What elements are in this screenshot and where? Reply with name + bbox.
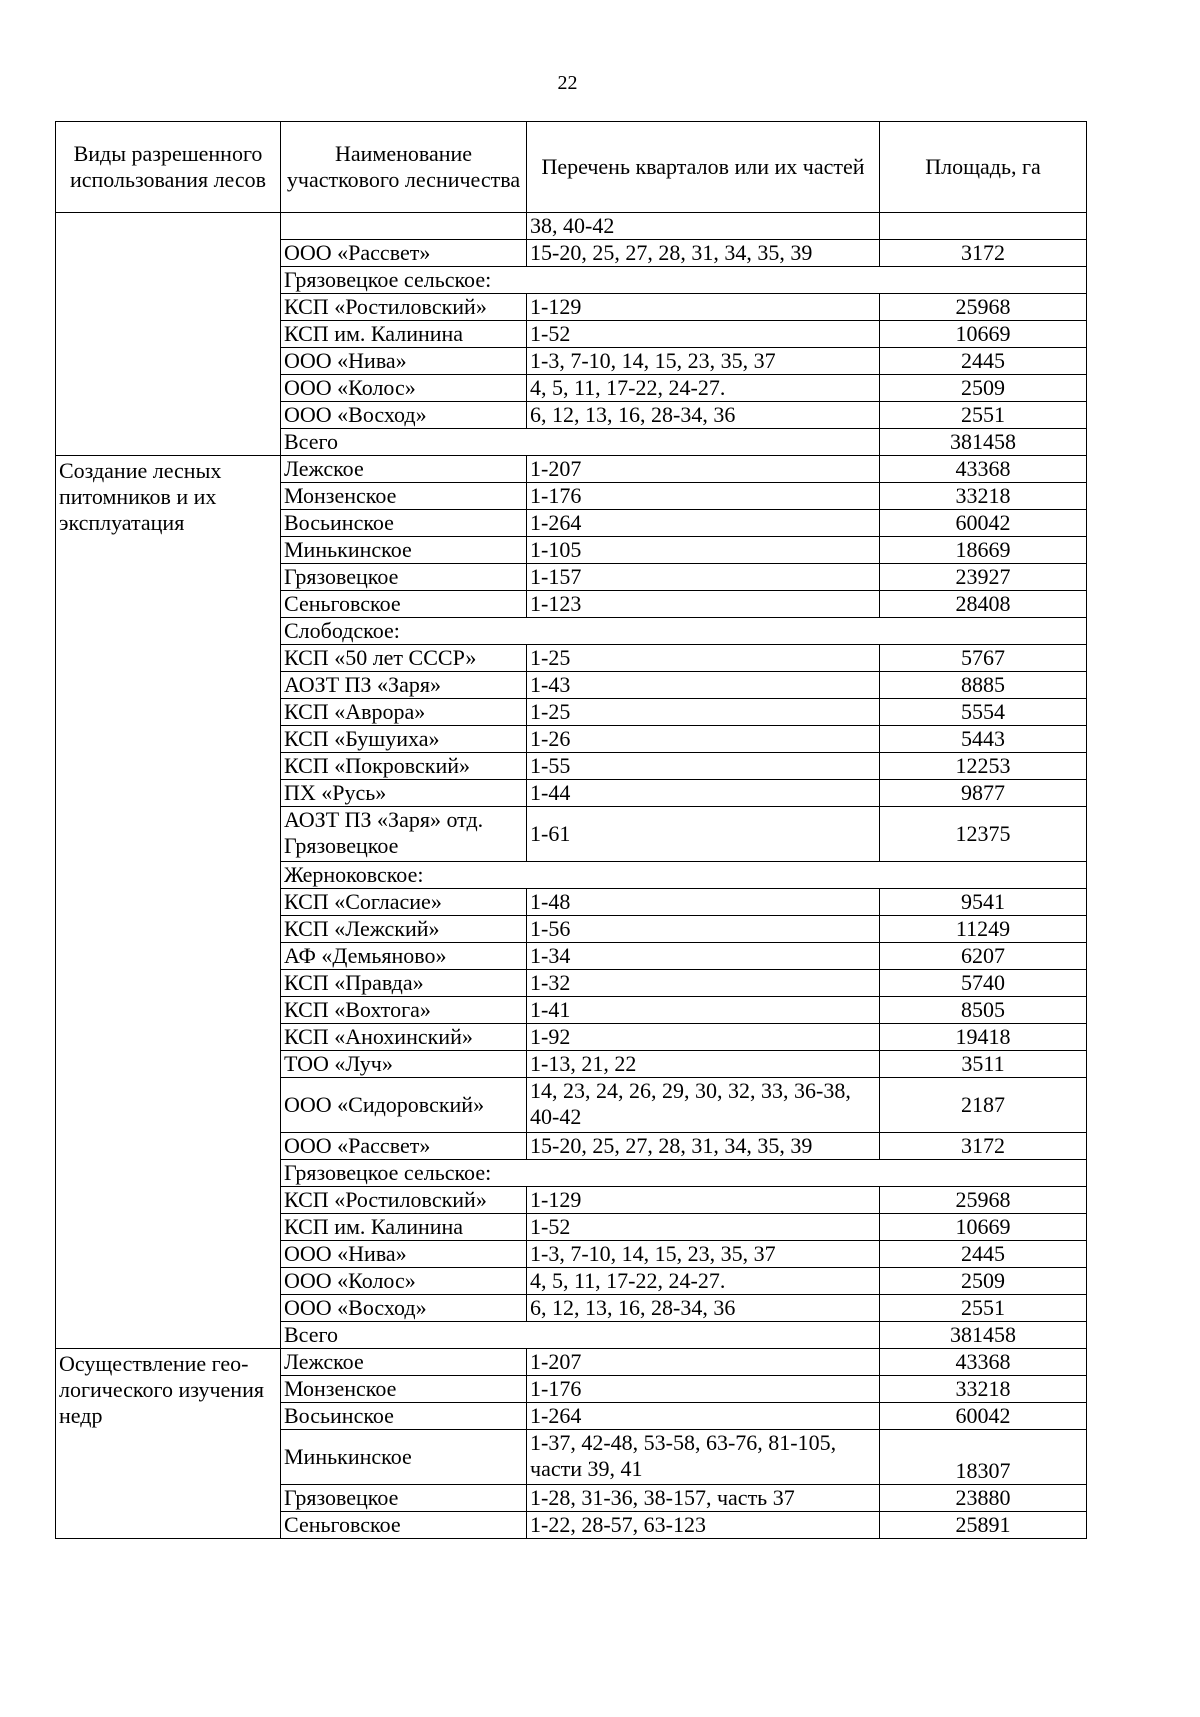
area-cell: 5767 bbox=[880, 645, 1087, 672]
group-label-cell: Грязовецкое сельское: bbox=[281, 267, 1087, 294]
quarters-cell: 1-13, 21, 22 bbox=[527, 1051, 880, 1078]
group-label-cell: Слободское: bbox=[281, 618, 1087, 645]
area-cell: 6207 bbox=[880, 943, 1087, 970]
quarters-cell: 1-25 bbox=[527, 699, 880, 726]
forestry-name-cell: Монзенское bbox=[281, 483, 527, 510]
forestry-name-cell: КСП «Аврора» bbox=[281, 699, 527, 726]
quarters-cell: 4, 5, 11, 17-22, 24-27. bbox=[527, 1268, 880, 1295]
area-cell: 18669 bbox=[880, 537, 1087, 564]
forestry-name-cell: АФ «Демьяново» bbox=[281, 943, 527, 970]
forestry-name-cell: Восьинское bbox=[281, 1403, 527, 1430]
area-cell: 5443 bbox=[880, 726, 1087, 753]
header-forestry-name: Наименование участкового лесничества bbox=[281, 122, 527, 213]
area-cell: 3172 bbox=[880, 1133, 1087, 1160]
area-cell: 10669 bbox=[880, 321, 1087, 348]
forestry-name-cell: КСП «Покровский» bbox=[281, 753, 527, 780]
area-cell: 11249 bbox=[880, 916, 1087, 943]
quarters-cell: 1-41 bbox=[527, 997, 880, 1024]
quarters-cell: 1-52 bbox=[527, 321, 880, 348]
forestry-name-cell: КСП «Анохинский» bbox=[281, 1024, 527, 1051]
area-cell: 43368 bbox=[880, 1349, 1087, 1376]
forestry-name-cell: Грязовецкое bbox=[281, 1485, 527, 1512]
area-cell: 25891 bbox=[880, 1512, 1087, 1539]
quarters-cell: 1-264 bbox=[527, 510, 880, 537]
total-area-cell: 381458 bbox=[880, 1322, 1087, 1349]
forestry-name-cell: Грязовецкое bbox=[281, 564, 527, 591]
forestry-name-cell: Минькинское bbox=[281, 1430, 527, 1485]
area-cell: 43368 bbox=[880, 456, 1087, 483]
quarters-cell: 1-207 bbox=[527, 456, 880, 483]
quarters-cell: 1-3, 7-10, 14, 15, 23, 35, 37 bbox=[527, 1241, 880, 1268]
area-cell bbox=[880, 213, 1087, 240]
quarters-cell: 1-26 bbox=[527, 726, 880, 753]
category-cell: Создание лесных питомников и их эксплуатация bbox=[56, 456, 281, 1349]
forestry-name-cell bbox=[281, 213, 527, 240]
area-cell: 19418 bbox=[880, 1024, 1087, 1051]
forestry-name-cell: КСП «50 лет СССР» bbox=[281, 645, 527, 672]
area-cell: 33218 bbox=[880, 483, 1087, 510]
quarters-cell: 1-56 bbox=[527, 916, 880, 943]
area-cell: 3511 bbox=[880, 1051, 1087, 1078]
forestry-name-cell: ООО «Колос» bbox=[281, 1268, 527, 1295]
area-cell: 25968 bbox=[880, 294, 1087, 321]
total-label-cell: Всего bbox=[281, 1322, 880, 1349]
quarters-cell: 14, 23, 24, 26, 29, 30, 32, 33, 36-38, 40-42 bbox=[527, 1078, 880, 1133]
header-area: Площадь, га bbox=[880, 122, 1087, 213]
quarters-cell: 1-37, 42-48, 53-58, 63-76, 81-105, части 39, 41 bbox=[527, 1430, 880, 1485]
quarters-cell: 1-123 bbox=[527, 591, 880, 618]
quarters-cell: 1-176 bbox=[527, 483, 880, 510]
forestry-name-cell: ООО «Восход» bbox=[281, 402, 527, 429]
area-cell: 9541 bbox=[880, 889, 1087, 916]
quarters-cell: 1-129 bbox=[527, 294, 880, 321]
forestry-name-cell: ООО «Рассвет» bbox=[281, 240, 527, 267]
area-cell: 5740 bbox=[880, 970, 1087, 997]
forestry-name-cell: ООО «Рассвет» bbox=[281, 1133, 527, 1160]
forestry-name-cell: КСП «Лежский» bbox=[281, 916, 527, 943]
quarters-cell: 1-34 bbox=[527, 943, 880, 970]
area-cell: 60042 bbox=[880, 1403, 1087, 1430]
quarters-cell: 1-48 bbox=[527, 889, 880, 916]
area-cell: 2445 bbox=[880, 348, 1087, 375]
area-cell: 5554 bbox=[880, 699, 1087, 726]
quarters-cell: 6, 12, 13, 16, 28-34, 36 bbox=[527, 1295, 880, 1322]
forestry-name-cell: АОЗТ ПЗ «Заря» bbox=[281, 672, 527, 699]
category-cell bbox=[56, 213, 281, 456]
forestry-name-cell: ПХ «Русь» bbox=[281, 780, 527, 807]
forestry-name-cell: АОЗТ ПЗ «Заря» отд. Грязовецкое bbox=[281, 807, 527, 862]
forestry-name-cell: КСП «Ростиловский» bbox=[281, 294, 527, 321]
quarters-cell: 1-52 bbox=[527, 1214, 880, 1241]
area-cell: 8885 bbox=[880, 672, 1087, 699]
quarters-cell: 4, 5, 11, 17-22, 24-27. bbox=[527, 375, 880, 402]
forestry-name-cell: КСП им. Калинина bbox=[281, 1214, 527, 1241]
forestry-name-cell: ООО «Нива» bbox=[281, 1241, 527, 1268]
forestry-name-cell: ООО «Колос» bbox=[281, 375, 527, 402]
category-cell: Осуществление гео-логического изучения недр bbox=[56, 1349, 281, 1539]
quarters-cell: 1-264 bbox=[527, 1403, 880, 1430]
area-cell: 3172 bbox=[880, 240, 1087, 267]
forestry-name-cell: ООО «Нива» bbox=[281, 348, 527, 375]
quarters-cell: 1-207 bbox=[527, 1349, 880, 1376]
quarters-cell: 1-129 bbox=[527, 1187, 880, 1214]
quarters-cell: 1-61 bbox=[527, 807, 880, 862]
area-cell: 18307 bbox=[880, 1430, 1087, 1485]
quarters-cell: 1-22, 28-57, 63-123 bbox=[527, 1512, 880, 1539]
area-cell: 28408 bbox=[880, 591, 1087, 618]
area-cell: 8505 bbox=[880, 997, 1087, 1024]
quarters-cell: 1-43 bbox=[527, 672, 880, 699]
area-cell: 2445 bbox=[880, 1241, 1087, 1268]
forestry-name-cell: КСП «Бушуиха» bbox=[281, 726, 527, 753]
area-cell: 2551 bbox=[880, 1295, 1087, 1322]
area-cell: 33218 bbox=[880, 1376, 1087, 1403]
quarters-cell: 1-55 bbox=[527, 753, 880, 780]
quarters-cell: 15-20, 25, 27, 28, 31, 34, 35, 39 bbox=[527, 1133, 880, 1160]
area-cell: 10669 bbox=[880, 1214, 1087, 1241]
quarters-cell: 15-20, 25, 27, 28, 31, 34, 35, 39 bbox=[527, 240, 880, 267]
area-cell: 12253 bbox=[880, 753, 1087, 780]
area-cell: 2187 bbox=[880, 1078, 1087, 1133]
quarters-cell: 1-92 bbox=[527, 1024, 880, 1051]
forestry-name-cell: Лежское bbox=[281, 1349, 527, 1376]
forestry-name-cell: КСП «Ростиловский» bbox=[281, 1187, 527, 1214]
forest-use-table bbox=[55, 121, 1087, 1539]
forestry-name-cell: КСП «Вохтога» bbox=[281, 997, 527, 1024]
forestry-name-cell: КСП «Согласие» bbox=[281, 889, 527, 916]
forestry-name-cell: КСП им. Калинина bbox=[281, 321, 527, 348]
quarters-cell: 1-44 bbox=[527, 780, 880, 807]
header-quarters: Перечень кварталов или их частей bbox=[527, 122, 880, 213]
quarters-cell: 1-28, 31-36, 38-157, часть 37 bbox=[527, 1485, 880, 1512]
quarters-cell: 1-3, 7-10, 14, 15, 23, 35, 37 bbox=[527, 348, 880, 375]
area-cell: 23880 bbox=[880, 1485, 1087, 1512]
group-label-cell: Грязовецкое сельское: bbox=[281, 1160, 1087, 1187]
area-cell: 2509 bbox=[880, 1268, 1087, 1295]
group-label-cell: Жерноковское: bbox=[281, 862, 1087, 889]
quarters-cell: 1-25 bbox=[527, 645, 880, 672]
area-cell: 9877 bbox=[880, 780, 1087, 807]
quarters-cell: 38, 40-42 bbox=[527, 213, 880, 240]
header-use-type: Виды разрешенного использования лесов bbox=[56, 122, 281, 213]
total-area-cell: 381458 bbox=[880, 429, 1087, 456]
area-cell: 12375 bbox=[880, 807, 1087, 862]
table-row bbox=[56, 213, 1087, 240]
forestry-name-cell: Восьинское bbox=[281, 510, 527, 537]
area-cell: 2509 bbox=[880, 375, 1087, 402]
forestry-name-cell: ООО «Сидоровский» bbox=[281, 1078, 527, 1133]
forestry-name-cell: Лежское bbox=[281, 456, 527, 483]
forestry-name-cell: Минькинское bbox=[281, 537, 527, 564]
forestry-name-cell: ООО «Восход» bbox=[281, 1295, 527, 1322]
forestry-name-cell: Сеньговское bbox=[281, 591, 527, 618]
quarters-cell: 1-105 bbox=[527, 537, 880, 564]
quarters-cell: 1-32 bbox=[527, 970, 880, 997]
forestry-name-cell: Монзенское bbox=[281, 1376, 527, 1403]
area-cell: 2551 bbox=[880, 402, 1087, 429]
area-cell: 25968 bbox=[880, 1187, 1087, 1214]
area-cell: 60042 bbox=[880, 510, 1087, 537]
table-header-row bbox=[56, 122, 1087, 213]
forestry-name-cell: ТОО «Луч» bbox=[281, 1051, 527, 1078]
table-row bbox=[56, 456, 1087, 483]
forestry-name-cell: Сеньговское bbox=[281, 1512, 527, 1539]
quarters-cell: 1-157 bbox=[527, 564, 880, 591]
area-cell: 23927 bbox=[880, 564, 1087, 591]
table-row bbox=[56, 1349, 1087, 1376]
page-number: 22 bbox=[557, 72, 578, 94]
quarters-cell: 1-176 bbox=[527, 1376, 880, 1403]
total-label-cell: Всего bbox=[281, 429, 880, 456]
forestry-name-cell: КСП «Правда» bbox=[281, 970, 527, 997]
quarters-cell: 6, 12, 13, 16, 28-34, 36 bbox=[527, 402, 880, 429]
